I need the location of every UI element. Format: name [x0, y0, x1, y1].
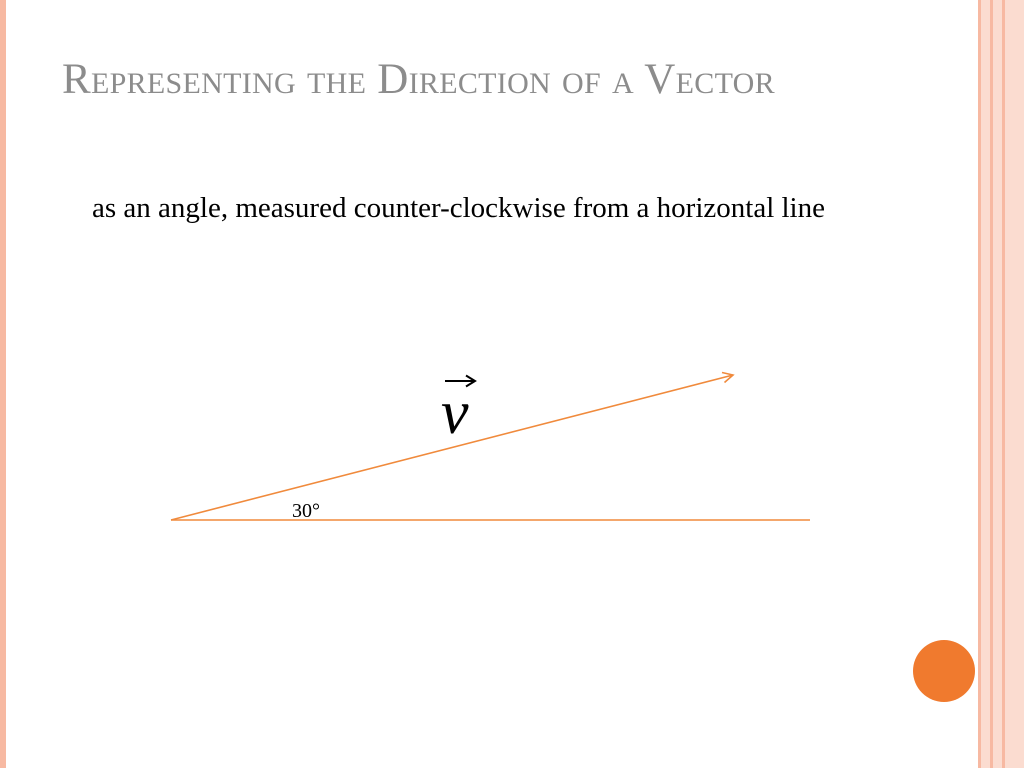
orange-circle-decoration [913, 640, 975, 702]
angle-label: 30° [292, 500, 320, 522]
slide-body-text: as an angle, measured counter-clockwise from a horizontal line [92, 192, 825, 224]
vector-label: v [441, 379, 469, 447]
slide-title: Representing the Direction of a Vector [62, 56, 775, 103]
